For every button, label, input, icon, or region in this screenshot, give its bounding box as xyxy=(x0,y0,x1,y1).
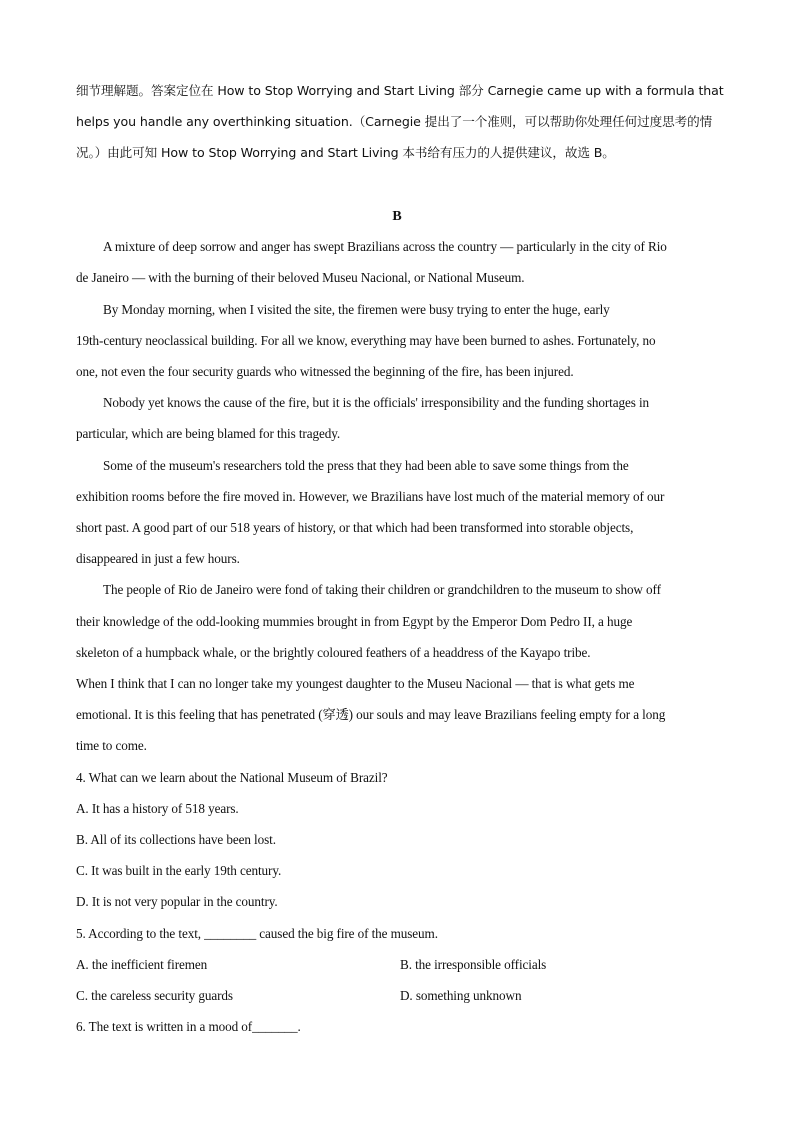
passage-paragraph-5-line-2: their knowledge of the odd-looking mummies brought in from Egypt by the Emperor Dom Pedro II, a huge xyxy=(76,614,633,629)
passage-paragraph-4-line-3: short past. A good part of our 518 years of history, or that which had been transformed into storable objects, xyxy=(76,520,634,535)
question-5-option-b: B. the irresponsible officials xyxy=(400,957,547,972)
question-4-option-c: C. It was built in the early 19th century. xyxy=(76,863,282,878)
passage-paragraph-3-line-1: Nobody yet knows the cause of the fire, but it is the officials' irresponsibility and the funding shortages in xyxy=(103,395,649,410)
passage-paragraph-6-line-3: time to come. xyxy=(76,738,147,753)
passage-paragraph-2-line-3: one, not even the four security guards who witnessed the beginning of the fire, has been injured. xyxy=(76,364,574,379)
question-5-option-c: C. the careless security guards xyxy=(76,988,233,1003)
question-4-option-b: B. All of its collections have been lost. xyxy=(76,832,276,847)
passage-paragraph-1-line-2: de Janeiro — with the burning of their beloved Museu Nacional, or National Museum. xyxy=(76,270,525,285)
passage-paragraph-2-line-1: By Monday morning, when I visited the site, the firemen were busy trying to enter the huge, early xyxy=(103,302,610,317)
question-4-stem: 4. What can we learn about the National Museum of Brazil? xyxy=(76,770,388,785)
question-6-stem: 6. The text is written in a mood of_______. xyxy=(76,1019,301,1034)
passage-paragraph-4-line-2: exhibition rooms before the fire moved in. However, we Brazilians have lost much of the material memory of our xyxy=(76,489,665,504)
explanation-line-1: 细节理解题。答案定位在 How to Stop Worrying and Start Living 部分 Carnegie came up with a formula that xyxy=(76,83,724,98)
explanation-line-2: helps you handle any overthinking situation.（Carnegie 提出了一个准则，可以帮助你处理任何过度思考的情 xyxy=(76,114,713,129)
question-5-option-a: A. the inefficient firemen xyxy=(76,957,208,972)
question-4-option-d: D. It is not very popular in the country. xyxy=(76,894,278,909)
explanation-line-3: 况。）由此可知 How to Stop Worrying and Start Living 本书给有压力的人提供建议，故选 B。 xyxy=(76,145,615,160)
passage-paragraph-3-line-2: particular, which are being blamed for this tragedy. xyxy=(76,426,341,441)
passage-paragraph-1-line-1: A mixture of deep sorrow and anger has swept Brazilians across the country — particularly in the city of Rio xyxy=(103,239,667,254)
question-5-stem: 5. According to the text, ________ caused the big fire of the museum. xyxy=(76,926,438,941)
question-5-option-d: D. something unknown xyxy=(400,988,522,1003)
question-4-option-a: A. It has a history of 518 years. xyxy=(76,801,239,816)
passage-paragraph-5-line-1: The people of Rio de Janeiro were fond of taking their children or grandchildren to the museum to show off xyxy=(103,582,661,597)
passage-paragraph-4-line-1: Some of the museum's researchers told the press that they had been able to save some things from the xyxy=(103,458,629,473)
passage-paragraph-5-line-3: skeleton of a humpback whale, or the brightly coloured feathers of a headdress of the Kayapo tribe. xyxy=(76,645,591,660)
section-heading: B xyxy=(392,209,402,224)
passage-paragraph-2-line-2: 19th-century neoclassical building. For all we know, everything may have been burned to ashes. Fortunately, no xyxy=(76,333,656,348)
passage-paragraph-4-line-4: disappeared in just a few hours. xyxy=(76,551,240,566)
passage-paragraph-6-line-2: emotional. It is this feeling that has penetrated (穿透) our souls and may leave Brazilians feeling empty for a long xyxy=(76,707,666,722)
passage-paragraph-6-line-1: When I think that I can no longer take my youngest daughter to the Museu Nacional — that is what gets me xyxy=(76,676,635,691)
